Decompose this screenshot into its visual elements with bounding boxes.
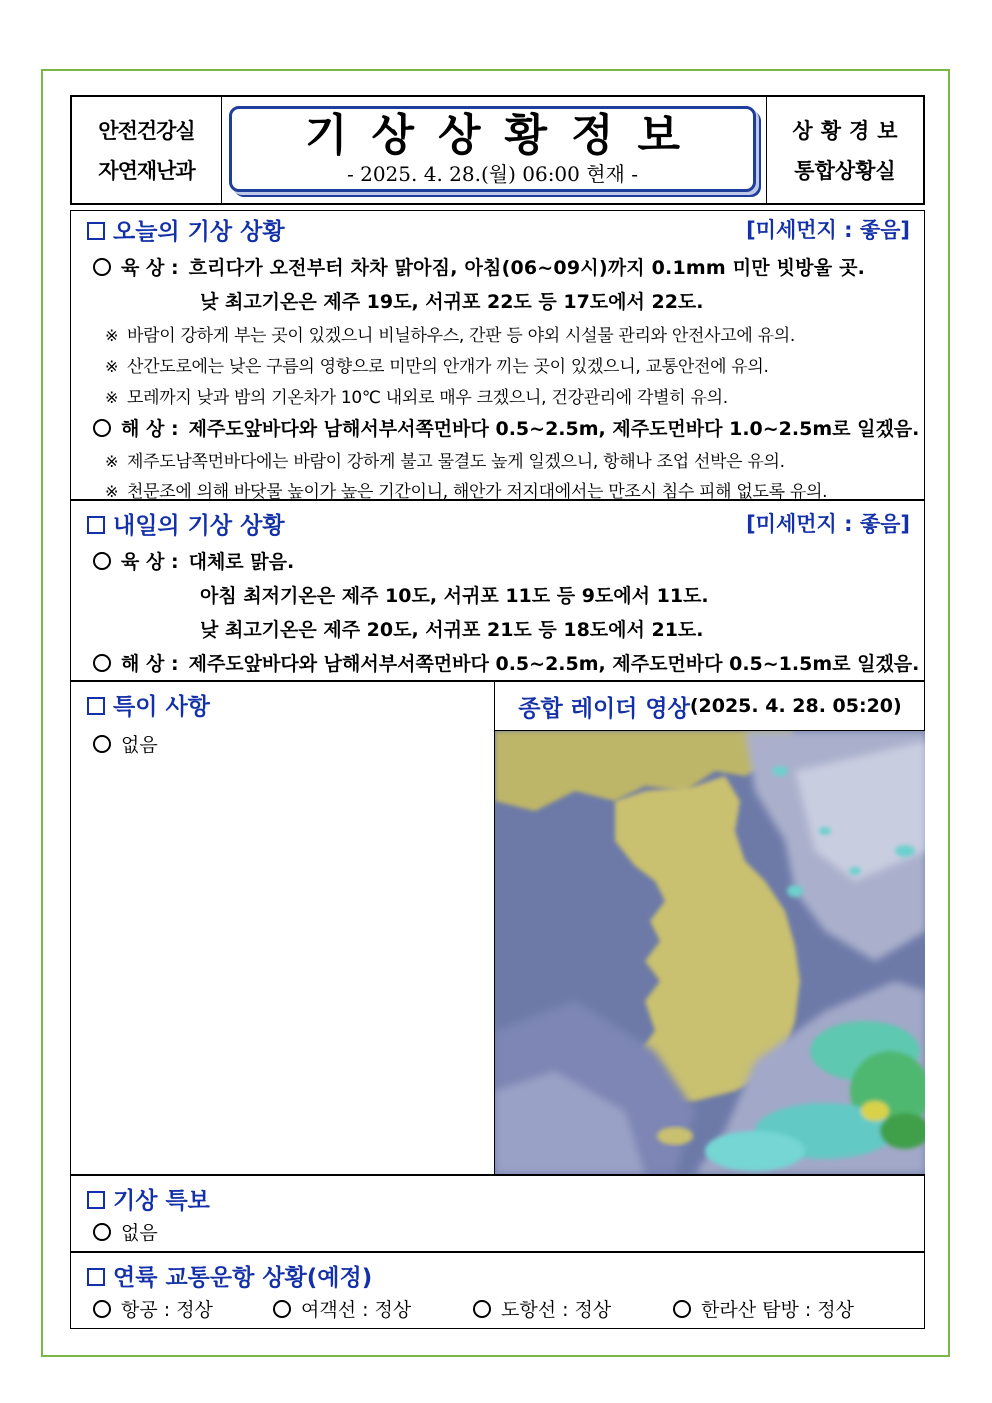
tomorrow-land-text1: 대체로 맑음. bbox=[188, 551, 295, 573]
radar-image bbox=[494, 731, 925, 1174]
reference-mark-icon: ※ bbox=[105, 326, 119, 345]
warning-heading-label: 기상 특보 bbox=[113, 1188, 210, 1214]
radar-timestamp: (2025. 4. 28. 05:20) bbox=[689, 695, 902, 717]
today-note-3 bbox=[105, 383, 728, 408]
today-heading bbox=[87, 213, 285, 246]
radar-title bbox=[494, 682, 925, 731]
circle-bullet-icon bbox=[93, 735, 111, 753]
special-heading-label: 특이 사항 bbox=[113, 694, 210, 720]
department-line1: 안전건강실 bbox=[98, 119, 195, 143]
radar-title-label: 종합 레이더 영상 bbox=[518, 695, 690, 722]
special-radar-section bbox=[70, 681, 925, 1175]
reference-mark-icon: ※ bbox=[105, 388, 119, 407]
radar-map-graphic bbox=[495, 731, 925, 1174]
traffic-island-ferry-status: 도항선 : 정상 bbox=[501, 1299, 612, 1321]
traffic-item-air bbox=[93, 1295, 213, 1322]
office-block bbox=[766, 97, 923, 203]
reference-mark-icon: ※ bbox=[105, 452, 119, 471]
tomorrow-land-line2: 아침 최저기온은 제주 10도, 서귀포 11도 등 9도에서 11도. bbox=[200, 585, 709, 607]
checkbox-icon bbox=[87, 1268, 105, 1286]
circle-bullet-icon bbox=[93, 258, 111, 276]
office-line2: 통합상황실 bbox=[794, 159, 896, 183]
tomorrow-dust-status: [미세먼지 : 좋음] bbox=[746, 512, 910, 536]
today-sea-note-1-text: 제주도남쪽먼바다에는 바람이 강하게 불고 물결도 높게 일겠으니, 항해나 조업 선박은 유의. bbox=[127, 452, 785, 472]
circle-bullet-icon bbox=[473, 1300, 491, 1318]
checkbox-icon bbox=[87, 697, 105, 715]
today-dust-status: [미세먼지 : 좋음] bbox=[746, 218, 910, 242]
today-land-text1: 흐리다가 오전부터 차차 맑아짐, 아침(06~09시)까지 0.1mm 미만 빗방울 곳. bbox=[188, 257, 866, 279]
today-note-1-text: 바람이 강하게 부는 곳이 있겠으니 비닐하우스, 간판 등 야외 시설물 관리와 안전사고에 유의. bbox=[127, 326, 795, 346]
warning-section bbox=[70, 1175, 925, 1252]
special-heading bbox=[87, 688, 210, 721]
today-sea-note-2 bbox=[105, 477, 827, 502]
today-note-2 bbox=[105, 352, 769, 377]
traffic-section bbox=[70, 1252, 925, 1329]
tomorrow-heading bbox=[87, 507, 285, 540]
page-title: 기상상황정보 bbox=[304, 110, 705, 161]
circle-bullet-icon bbox=[273, 1300, 291, 1318]
department-block bbox=[72, 97, 222, 203]
today-sea-note-1 bbox=[105, 447, 785, 472]
today-heading-label: 오늘의 기상 상황 bbox=[113, 219, 285, 245]
circle-bullet-icon bbox=[93, 654, 111, 672]
tomorrow-sea-text: 제주도앞바다와 남해서부서쪽먼바다 0.5~2.5m, 제주도먼바다 0.5~1.5m로 일겠음. bbox=[188, 653, 920, 675]
circle-bullet-icon bbox=[93, 552, 111, 570]
today-note-2-text: 산간도로에는 낮은 구름의 영향으로 미만의 안개가 끼는 곳이 있겠으니, 교통안전에 유의. bbox=[127, 357, 769, 377]
tomorrow-land-line1 bbox=[93, 547, 294, 574]
tomorrow-section bbox=[70, 500, 925, 681]
special-value: 없음 bbox=[121, 734, 158, 756]
traffic-air-status: 항공 : 정상 bbox=[121, 1299, 213, 1321]
land-label: 육 상 : bbox=[121, 551, 179, 573]
today-section bbox=[70, 210, 925, 500]
circle-bullet-icon bbox=[93, 419, 111, 437]
office-line1: 상황경보 bbox=[792, 119, 906, 143]
today-sea-note-2-text: 천문조에 의해 바닷물 높이가 높은 기간이니, 해안가 저지대에서는 만조시 침수 피해 없도록 유의. bbox=[127, 482, 828, 502]
sea-label: 해 상 : bbox=[121, 653, 179, 675]
special-item bbox=[93, 730, 158, 757]
circle-bullet-icon bbox=[93, 1300, 111, 1318]
warning-heading bbox=[87, 1182, 210, 1215]
circle-bullet-icon bbox=[93, 1223, 111, 1241]
warning-item bbox=[93, 1218, 158, 1245]
header bbox=[70, 95, 925, 205]
traffic-item-ferry bbox=[273, 1295, 411, 1322]
today-land-line2: 낮 최고기온은 제주 19도, 서귀포 22도 등 17도에서 22도. bbox=[200, 291, 704, 313]
today-note-3-text: 모레까지 낮과 밤의 기온차가 10℃ 내외로 매우 크겠으니, 건강관리에 각별히 유의. bbox=[127, 388, 728, 408]
circle-bullet-icon bbox=[673, 1300, 691, 1318]
reference-mark-icon: ※ bbox=[105, 357, 119, 376]
traffic-heading-label: 연륙 교통운항 상황(예정) bbox=[113, 1265, 373, 1291]
sea-label: 해 상 : bbox=[121, 418, 179, 440]
traffic-hallasan-status: 한라산 탐방 : 정상 bbox=[701, 1299, 854, 1321]
reference-mark-icon: ※ bbox=[105, 482, 119, 501]
today-land-line1 bbox=[93, 253, 865, 280]
tomorrow-sea-line bbox=[93, 649, 919, 676]
department-line2: 자연재난과 bbox=[98, 159, 195, 183]
checkbox-icon bbox=[87, 516, 105, 534]
today-sea-line bbox=[93, 414, 919, 441]
traffic-heading bbox=[87, 1259, 372, 1292]
traffic-item-island-ferry bbox=[473, 1295, 611, 1322]
tomorrow-land-line3: 낮 최고기온은 제주 20도, 서귀포 21도 등 18도에서 21도. bbox=[200, 619, 704, 641]
traffic-item-hallasan bbox=[673, 1295, 854, 1322]
traffic-ferry-status: 여객선 : 정상 bbox=[301, 1299, 412, 1321]
land-label: 육 상 : bbox=[121, 257, 179, 279]
checkbox-icon bbox=[87, 1191, 105, 1209]
checkbox-icon bbox=[87, 222, 105, 240]
report-datetime: - 2025. 4. 28.(월) 06:00 현재 - bbox=[346, 162, 638, 186]
tomorrow-heading-label: 내일의 기상 상황 bbox=[113, 513, 285, 539]
warning-value: 없음 bbox=[121, 1222, 158, 1244]
today-sea-text: 제주도앞바다와 남해서부서쪽먼바다 0.5~2.5m, 제주도먼바다 1.0~2.5m로 일겠음. bbox=[188, 418, 920, 440]
title-box bbox=[229, 106, 756, 192]
today-note-1 bbox=[105, 321, 795, 346]
